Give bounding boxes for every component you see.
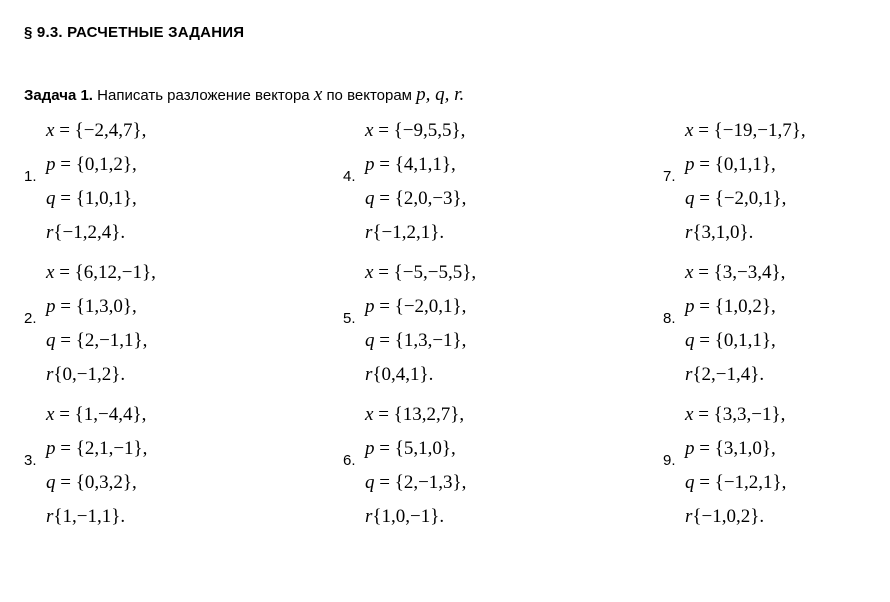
problem-number: 9.: [663, 452, 676, 469]
eq-r-value: {−1,2,4}.: [53, 222, 126, 243]
var-q: q: [685, 188, 695, 209]
var-q: q: [365, 188, 375, 209]
eq-p: [685, 296, 776, 318]
eq-p: [46, 438, 147, 460]
eq-p: [46, 154, 137, 176]
task-text-middle: по векторам: [326, 87, 412, 104]
eq-x-value: = {1,−4,4},: [59, 404, 147, 425]
var-x: x: [685, 262, 694, 283]
eq-q-value: = {2,0,−3},: [379, 188, 467, 209]
eq-x-value: = {−19,−1,7},: [698, 120, 806, 141]
var-p: p: [685, 154, 695, 175]
problem-number: 5.: [343, 310, 356, 327]
eq-p-value: = {0,1,2},: [60, 154, 137, 175]
eq-r: [365, 506, 444, 528]
eq-q-value: = {2,−1,1},: [60, 330, 148, 351]
eq-q: [46, 330, 147, 352]
var-r: r: [685, 506, 693, 527]
task-vars: p, q, r.: [416, 84, 465, 105]
eq-x: [365, 262, 476, 284]
var-p: p: [46, 438, 56, 459]
section-title: § 9.3. РАСЧЕТНЫЕ ЗАДАНИЯ: [24, 24, 245, 41]
eq-r-value: {2,−1,4}.: [692, 364, 765, 385]
var-x: x: [46, 262, 55, 283]
eq-q-value: = {2,−1,3},: [379, 472, 467, 493]
var-x: x: [685, 404, 694, 425]
eq-q-value: = {1,3,−1},: [379, 330, 467, 351]
eq-p-value: = {0,1,1},: [699, 154, 776, 175]
var-p: p: [46, 154, 56, 175]
eq-x-value: = {13,2,7},: [378, 404, 465, 425]
problem-number: 2.: [24, 310, 37, 327]
eq-p: [46, 296, 137, 318]
eq-q: [685, 330, 776, 352]
eq-x: [685, 120, 806, 142]
eq-q-value: = {1,0,1},: [60, 188, 137, 209]
eq-p-value: = {3,1,0},: [699, 438, 776, 459]
var-p: p: [365, 296, 375, 317]
var-x: x: [685, 120, 694, 141]
eq-r-value: {−1,2,1}.: [372, 222, 445, 243]
problem-number: 3.: [24, 452, 37, 469]
problem-number: 8.: [663, 310, 676, 327]
var-q: q: [46, 472, 56, 493]
problem-5: [343, 262, 613, 404]
var-p: p: [685, 438, 695, 459]
var-r: r: [46, 364, 54, 385]
problem-1: [24, 120, 294, 262]
eq-p-value: = {1,3,0},: [60, 296, 137, 317]
eq-p-value: = {−2,0,1},: [379, 296, 467, 317]
problem-number: 1.: [24, 168, 37, 185]
eq-r: [685, 222, 753, 244]
var-q: q: [685, 330, 695, 351]
eq-q: [46, 472, 137, 494]
problem-number: 4.: [343, 168, 356, 185]
eq-r: [46, 506, 125, 528]
eq-x: [685, 404, 785, 426]
eq-r-value: {1,−1,1}.: [53, 506, 126, 527]
var-p: p: [46, 296, 56, 317]
eq-q: [365, 188, 466, 210]
eq-x: [685, 262, 785, 284]
eq-r: [365, 364, 433, 386]
task-var-x: x: [313, 84, 323, 105]
eq-x: [365, 120, 465, 142]
var-r: r: [365, 222, 373, 243]
eq-x-value: = {6,12,−1},: [59, 262, 156, 283]
eq-q-value: = {0,3,2},: [60, 472, 137, 493]
problem-4: [343, 120, 613, 262]
problem-number: 7.: [663, 168, 676, 185]
eq-p-value: = {5,1,0},: [379, 438, 456, 459]
problem-2: [24, 262, 294, 404]
eq-q-value: = {−2,0,1},: [699, 188, 787, 209]
problem-9: [663, 404, 890, 546]
eq-p-value: = {2,1,−1},: [60, 438, 148, 459]
eq-q: [685, 472, 786, 494]
eq-q: [365, 472, 466, 494]
task-text-before: Написать разложение вектора: [97, 87, 310, 104]
task-label: Задача 1.: [24, 87, 93, 104]
eq-r: [365, 222, 444, 244]
eq-r: [46, 222, 125, 244]
var-q: q: [46, 188, 56, 209]
var-r: r: [685, 222, 693, 243]
var-r: r: [46, 506, 54, 527]
eq-r-value: {0,−1,2}.: [53, 364, 126, 385]
eq-x-value: = {3,3,−1},: [698, 404, 786, 425]
eq-p-value: = {4,1,1},: [379, 154, 456, 175]
var-x: x: [365, 262, 374, 283]
problem-8: [663, 262, 890, 404]
eq-q-value: = {−1,2,1},: [699, 472, 787, 493]
problem-7: [663, 120, 890, 262]
var-q: q: [46, 330, 56, 351]
eq-q-value: = {0,1,1},: [699, 330, 776, 351]
problem-number: 6.: [343, 452, 356, 469]
eq-x-value: = {3,−3,4},: [698, 262, 786, 283]
eq-r-value: {−1,0,2}.: [692, 506, 765, 527]
problem-6: [343, 404, 613, 546]
var-x: x: [46, 120, 55, 141]
var-x: x: [365, 404, 374, 425]
eq-q: [46, 188, 137, 210]
task-statement: [24, 84, 464, 106]
problem-3: [24, 404, 294, 546]
eq-r: [685, 364, 764, 386]
var-p: p: [685, 296, 695, 317]
eq-x-value: = {−5,−5,5},: [378, 262, 477, 283]
var-r: r: [365, 506, 373, 527]
var-q: q: [685, 472, 695, 493]
eq-x: [46, 404, 146, 426]
var-q: q: [365, 472, 375, 493]
eq-r: [685, 506, 764, 528]
var-x: x: [365, 120, 374, 141]
eq-q: [685, 188, 786, 210]
eq-r-value: {1,0,−1}.: [372, 506, 445, 527]
eq-x: [46, 120, 146, 142]
var-p: p: [365, 438, 375, 459]
eq-x-value: = {−2,4,7},: [59, 120, 147, 141]
eq-x-value: = {−9,5,5},: [378, 120, 466, 141]
eq-x: [46, 262, 156, 284]
eq-x: [365, 404, 464, 426]
eq-p: [685, 154, 776, 176]
eq-p: [365, 154, 456, 176]
eq-p: [365, 296, 466, 318]
var-x: x: [46, 404, 55, 425]
var-r: r: [365, 364, 373, 385]
eq-p-value: = {1,0,2},: [699, 296, 776, 317]
eq-p: [365, 438, 456, 460]
eq-r-value: {0,4,1}.: [372, 364, 434, 385]
var-q: q: [365, 330, 375, 351]
var-p: p: [365, 154, 375, 175]
var-r: r: [685, 364, 693, 385]
var-r: r: [46, 222, 54, 243]
eq-r-value: {3,1,0}.: [692, 222, 754, 243]
eq-p: [685, 438, 776, 460]
eq-r: [46, 364, 125, 386]
eq-q: [365, 330, 466, 352]
